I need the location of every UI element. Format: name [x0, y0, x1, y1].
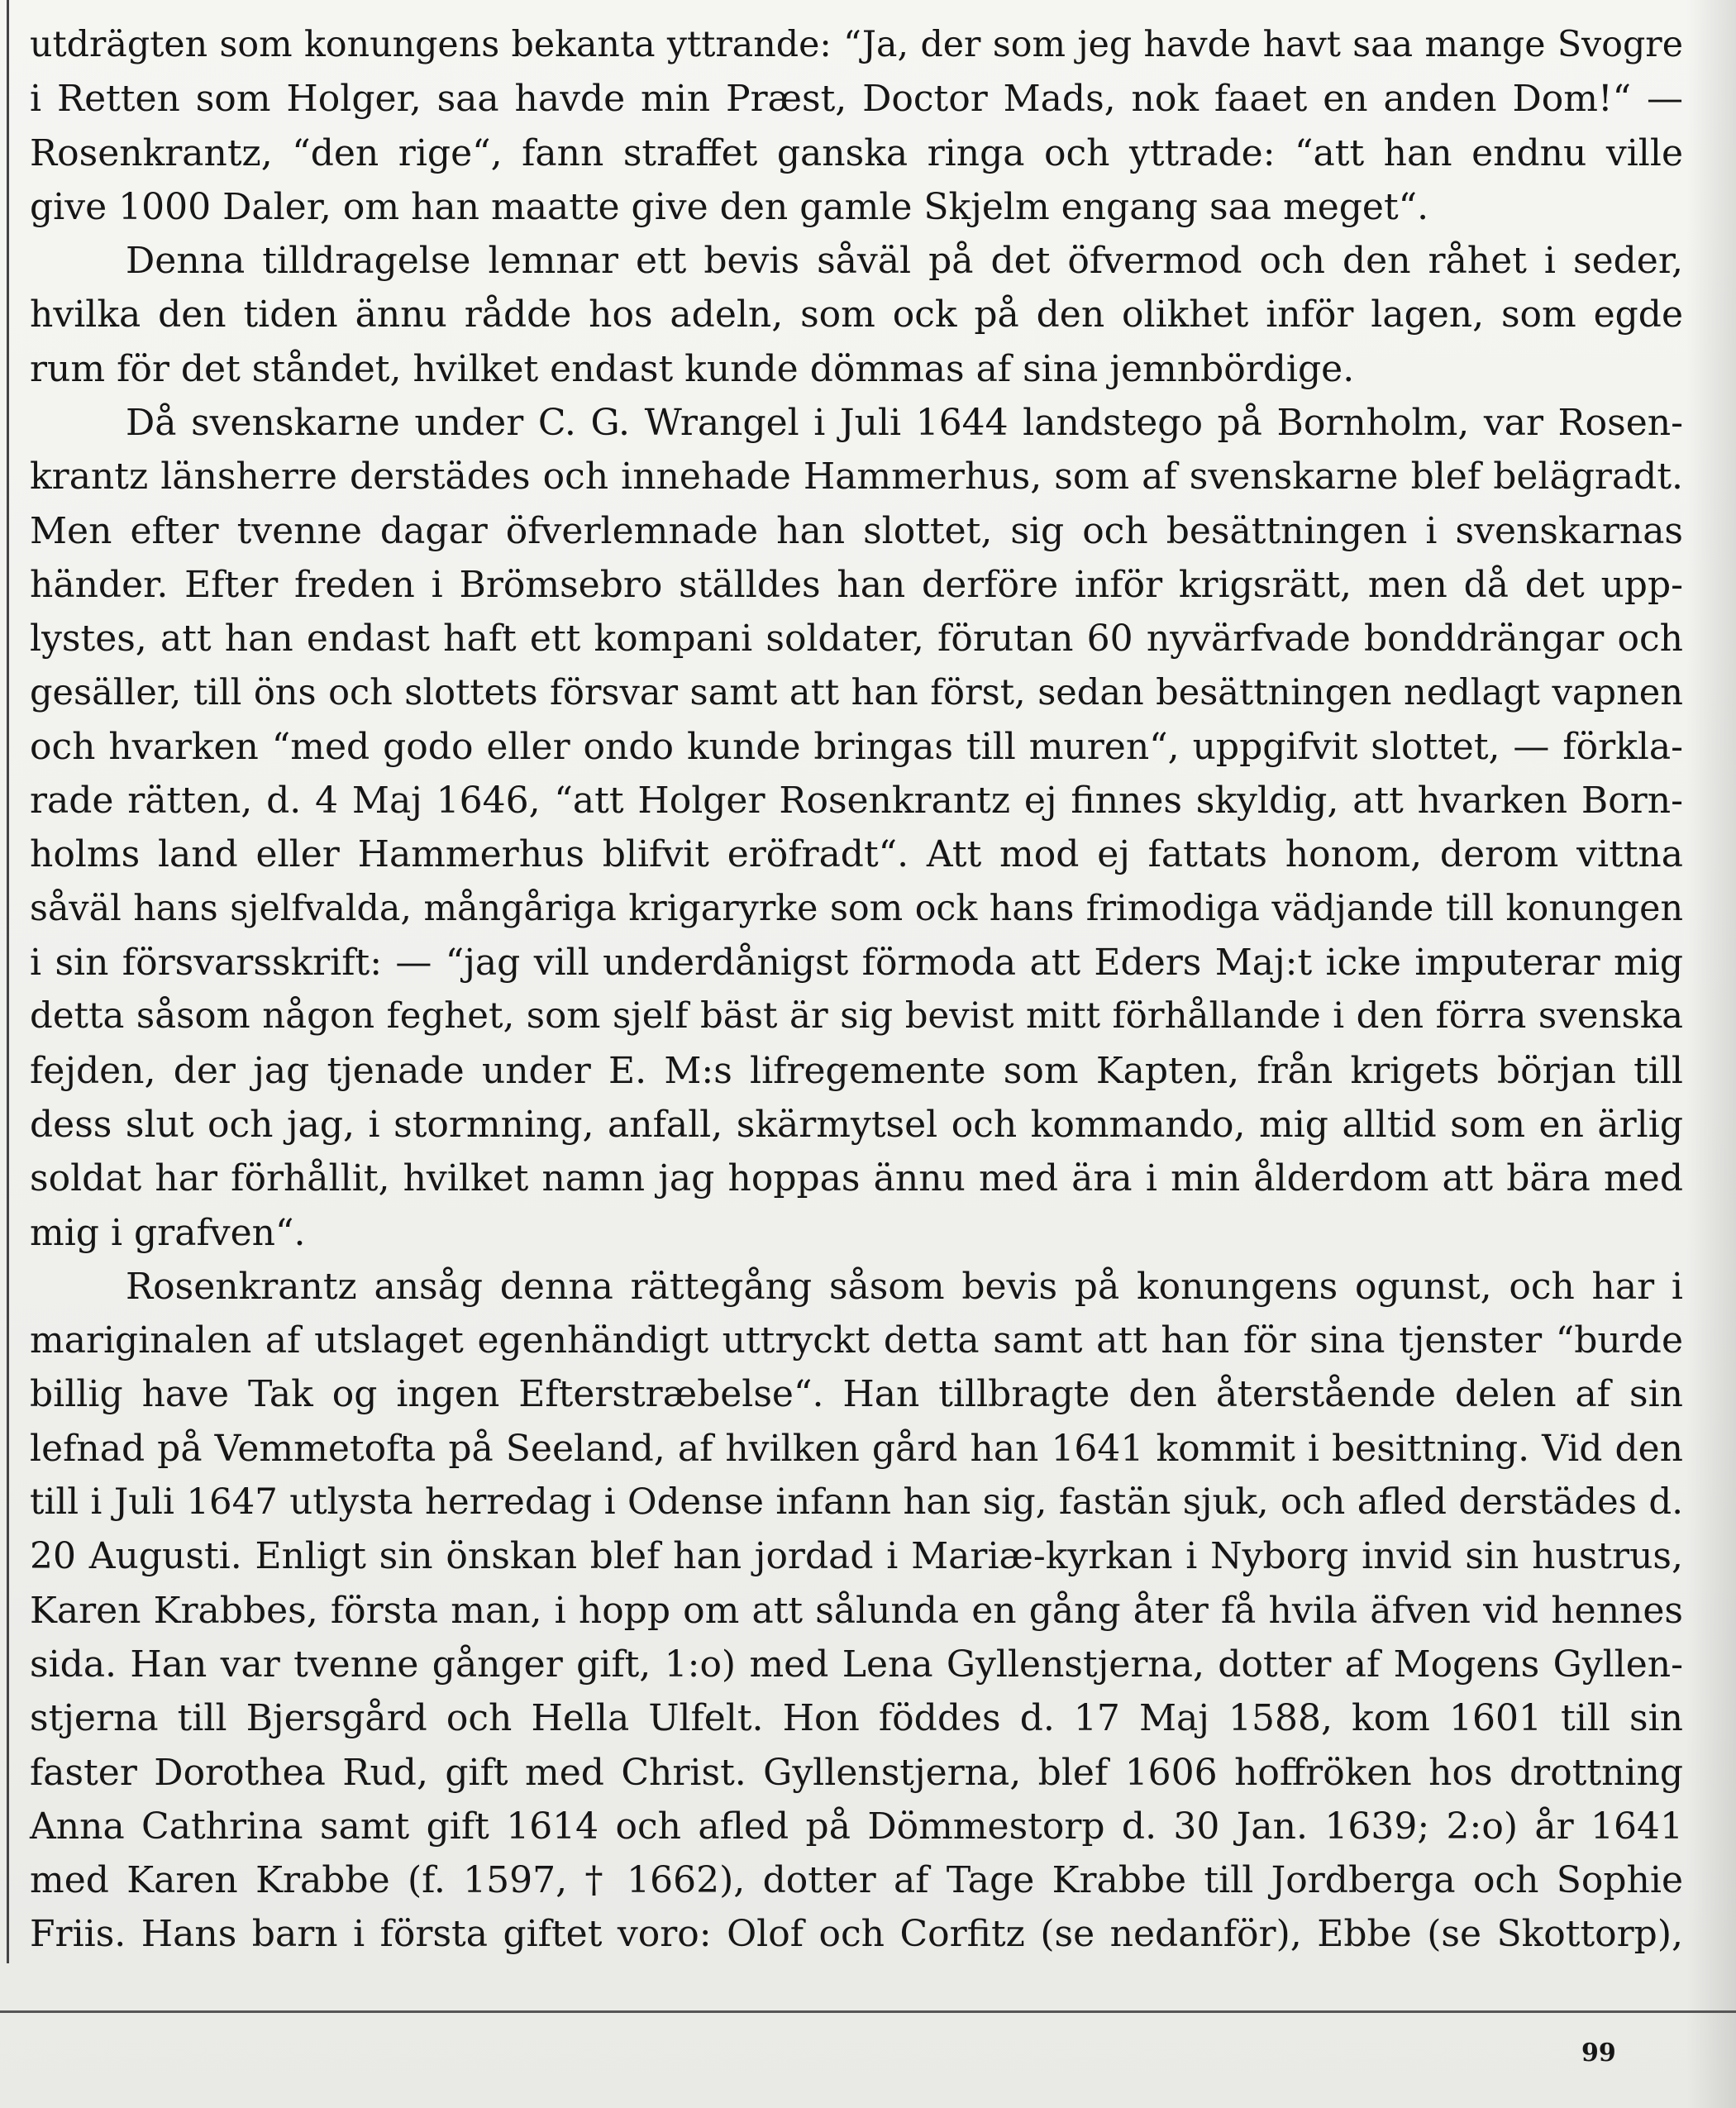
text-line: sida. Han var tvenne gånger gift, 1:o) med Lena Gyllenstjerna, dotter af Mogens Gyllen- — [30, 1643, 1683, 1686]
text-line: mig i grafven“. — [30, 1211, 306, 1254]
text-line: hvilka den tiden ännu rådde hos adeln, som ock på den olikhet inför lagen, som egde — [30, 293, 1683, 336]
text-line: soldat har förhållit, hvilket namn jag hoppas ännu med ära i min ålderdom att bära med — [30, 1157, 1683, 1200]
text-line: Då svenskarne under C. G. Wrangel i Juli 1644 landstego på Bornholm, var Rosen- — [126, 402, 1683, 445]
text-line: billig have Tak og ingen Efterstræbelse“. Han tillbragte den återstående delen af sin — [30, 1373, 1683, 1416]
text-line: Friis. Hans barn i första giftet voro: Olof och Corfitz (se nedanför), Ebbe (se Skottorp), — [30, 1913, 1683, 1956]
text-line: rum för det ståndet, hvilket endast kunde dömmas af sina jemnbördige. — [30, 347, 1355, 390]
text-line: i Retten som Holger, saa havde min Præst, Doctor Mads, nok faaet en anden Dom!“ — — [30, 78, 1683, 121]
text-line: fejden, der jag tjenade under E. M:s lifregemente som Kapten, från krigets början till — [30, 1049, 1683, 1092]
footer-rule — [0, 2010, 1736, 2013]
left-margin-rule — [7, 0, 9, 1963]
text-line: dess slut och jag, i stormning, anfall, skärmytsel och kommando, mig alltid som en ärlig — [30, 1103, 1683, 1146]
text-line: faster Dorothea Rud, gift med Christ. Gyllenstjerna, blef 1606 hoffröken hos drottning — [30, 1751, 1683, 1794]
text-line: Karen Krabbes, första man, i hopp om att sålunda en gång åter få hvila äfven vid hennes — [30, 1589, 1683, 1632]
text-line: holms land eller Hammerhus blifvit eröfradt“. Att mod ej fattats honom, derom vittna — [30, 833, 1683, 876]
text-line: såväl hans sjelfvalda, mångåriga krigaryrke som ock hans frimodiga vädjande till konungen — [30, 887, 1683, 929]
page-number: 99 — [1581, 2039, 1616, 2067]
text-line: händer. Efter freden i Brömsebro ställdes han derföre inför krigsrätt, men då det upp- — [30, 563, 1683, 606]
text-line: Rosenkrantz, “den rige“, fann straffet ganska ringa och yttrade: “att han endnu ville — [30, 131, 1683, 174]
text-line: lystes, att han endast haft ett kompani soldater, förutan 60 nyvärfvade bonddrängar och — [30, 618, 1683, 661]
text-line: krantz länsherre derstädes och innehade Hammerhus, som af svenskarne blef belägradt. — [30, 455, 1683, 498]
text-line: 20 Augusti. Enligt sin önskan blef han jordad i Mariæ-kyrkan i Nyborg invid sin hustrus, — [30, 1535, 1683, 1578]
text-line: Anna Cathrina samt gift 1614 och afled på Dömmestorp d. 30 Jan. 1639; 2:o) år 1641 — [30, 1805, 1683, 1848]
text-line: till i Juli 1647 utlysta herredag i Odense infann han sig, fastän sjuk, och afled derstädes d. — [30, 1481, 1683, 1524]
text-line: i sin försvarsskrift: — “jag vill underdånigst förmoda att Eders Maj:t icke imputerar mig — [30, 942, 1683, 985]
text-line: rade rätten, d. 4 Maj 1646, “att Holger Rosenkrantz ej finnes skyldig, att hvarken Born- — [30, 780, 1683, 823]
gutter-shadow — [1686, 0, 1736, 2108]
text-line: och hvarken “med godo eller ondo kunde bringas till muren“, uppgifvit slottet, — förkla- — [30, 725, 1683, 768]
text-line: give 1000 Daler, om han maatte give den gamle Skjelm engang saa meget“. — [30, 185, 1429, 228]
text-line: med Karen Krabbe (f. 1597, † 1662), dotter af Tage Krabbe till Jordberga och Sophie — [30, 1859, 1683, 1902]
text-line: lefnad på Vemmetofta på Seeland, af hvilken gård han 1641 kommit i besittning. Vid den — [30, 1427, 1683, 1470]
text-line: stjerna till Bjersgård och Hella Ulfelt. Hon föddes d. 17 Maj 1588, kom 1601 till sin — [30, 1697, 1683, 1740]
text-line: gesäller, till öns och slottets försvar samt att han först, sedan besättningen nedlagt vapnen — [30, 671, 1683, 713]
text-line: detta såsom någon feghet, som sjelf bäst är sig bevist mitt förhållande i den förra svenska — [30, 995, 1683, 1037]
text-line: Denna tilldragelse lemnar ett bevis såväl på det öfvermod och den råhet i seder, — [126, 240, 1683, 283]
body-text — [30, 18, 1683, 1962]
text-line: Men efter tvenne dagar öfverlemnade han slottet, sig och besättningen i svenskarnas — [30, 509, 1683, 552]
text-line: Rosenkrantz ansåg denna rättegång såsom bevis på konungens ogunst, och har i — [126, 1265, 1683, 1308]
text-line: utdrägten som konungens bekanta yttrande: “Ja, der som jeg havde havt saa mange Svogre — [30, 24, 1683, 65]
text-line: mariginalen af utslaget egenhändigt uttryckt detta samt att han för sina tjenster “burde — [30, 1319, 1683, 1362]
